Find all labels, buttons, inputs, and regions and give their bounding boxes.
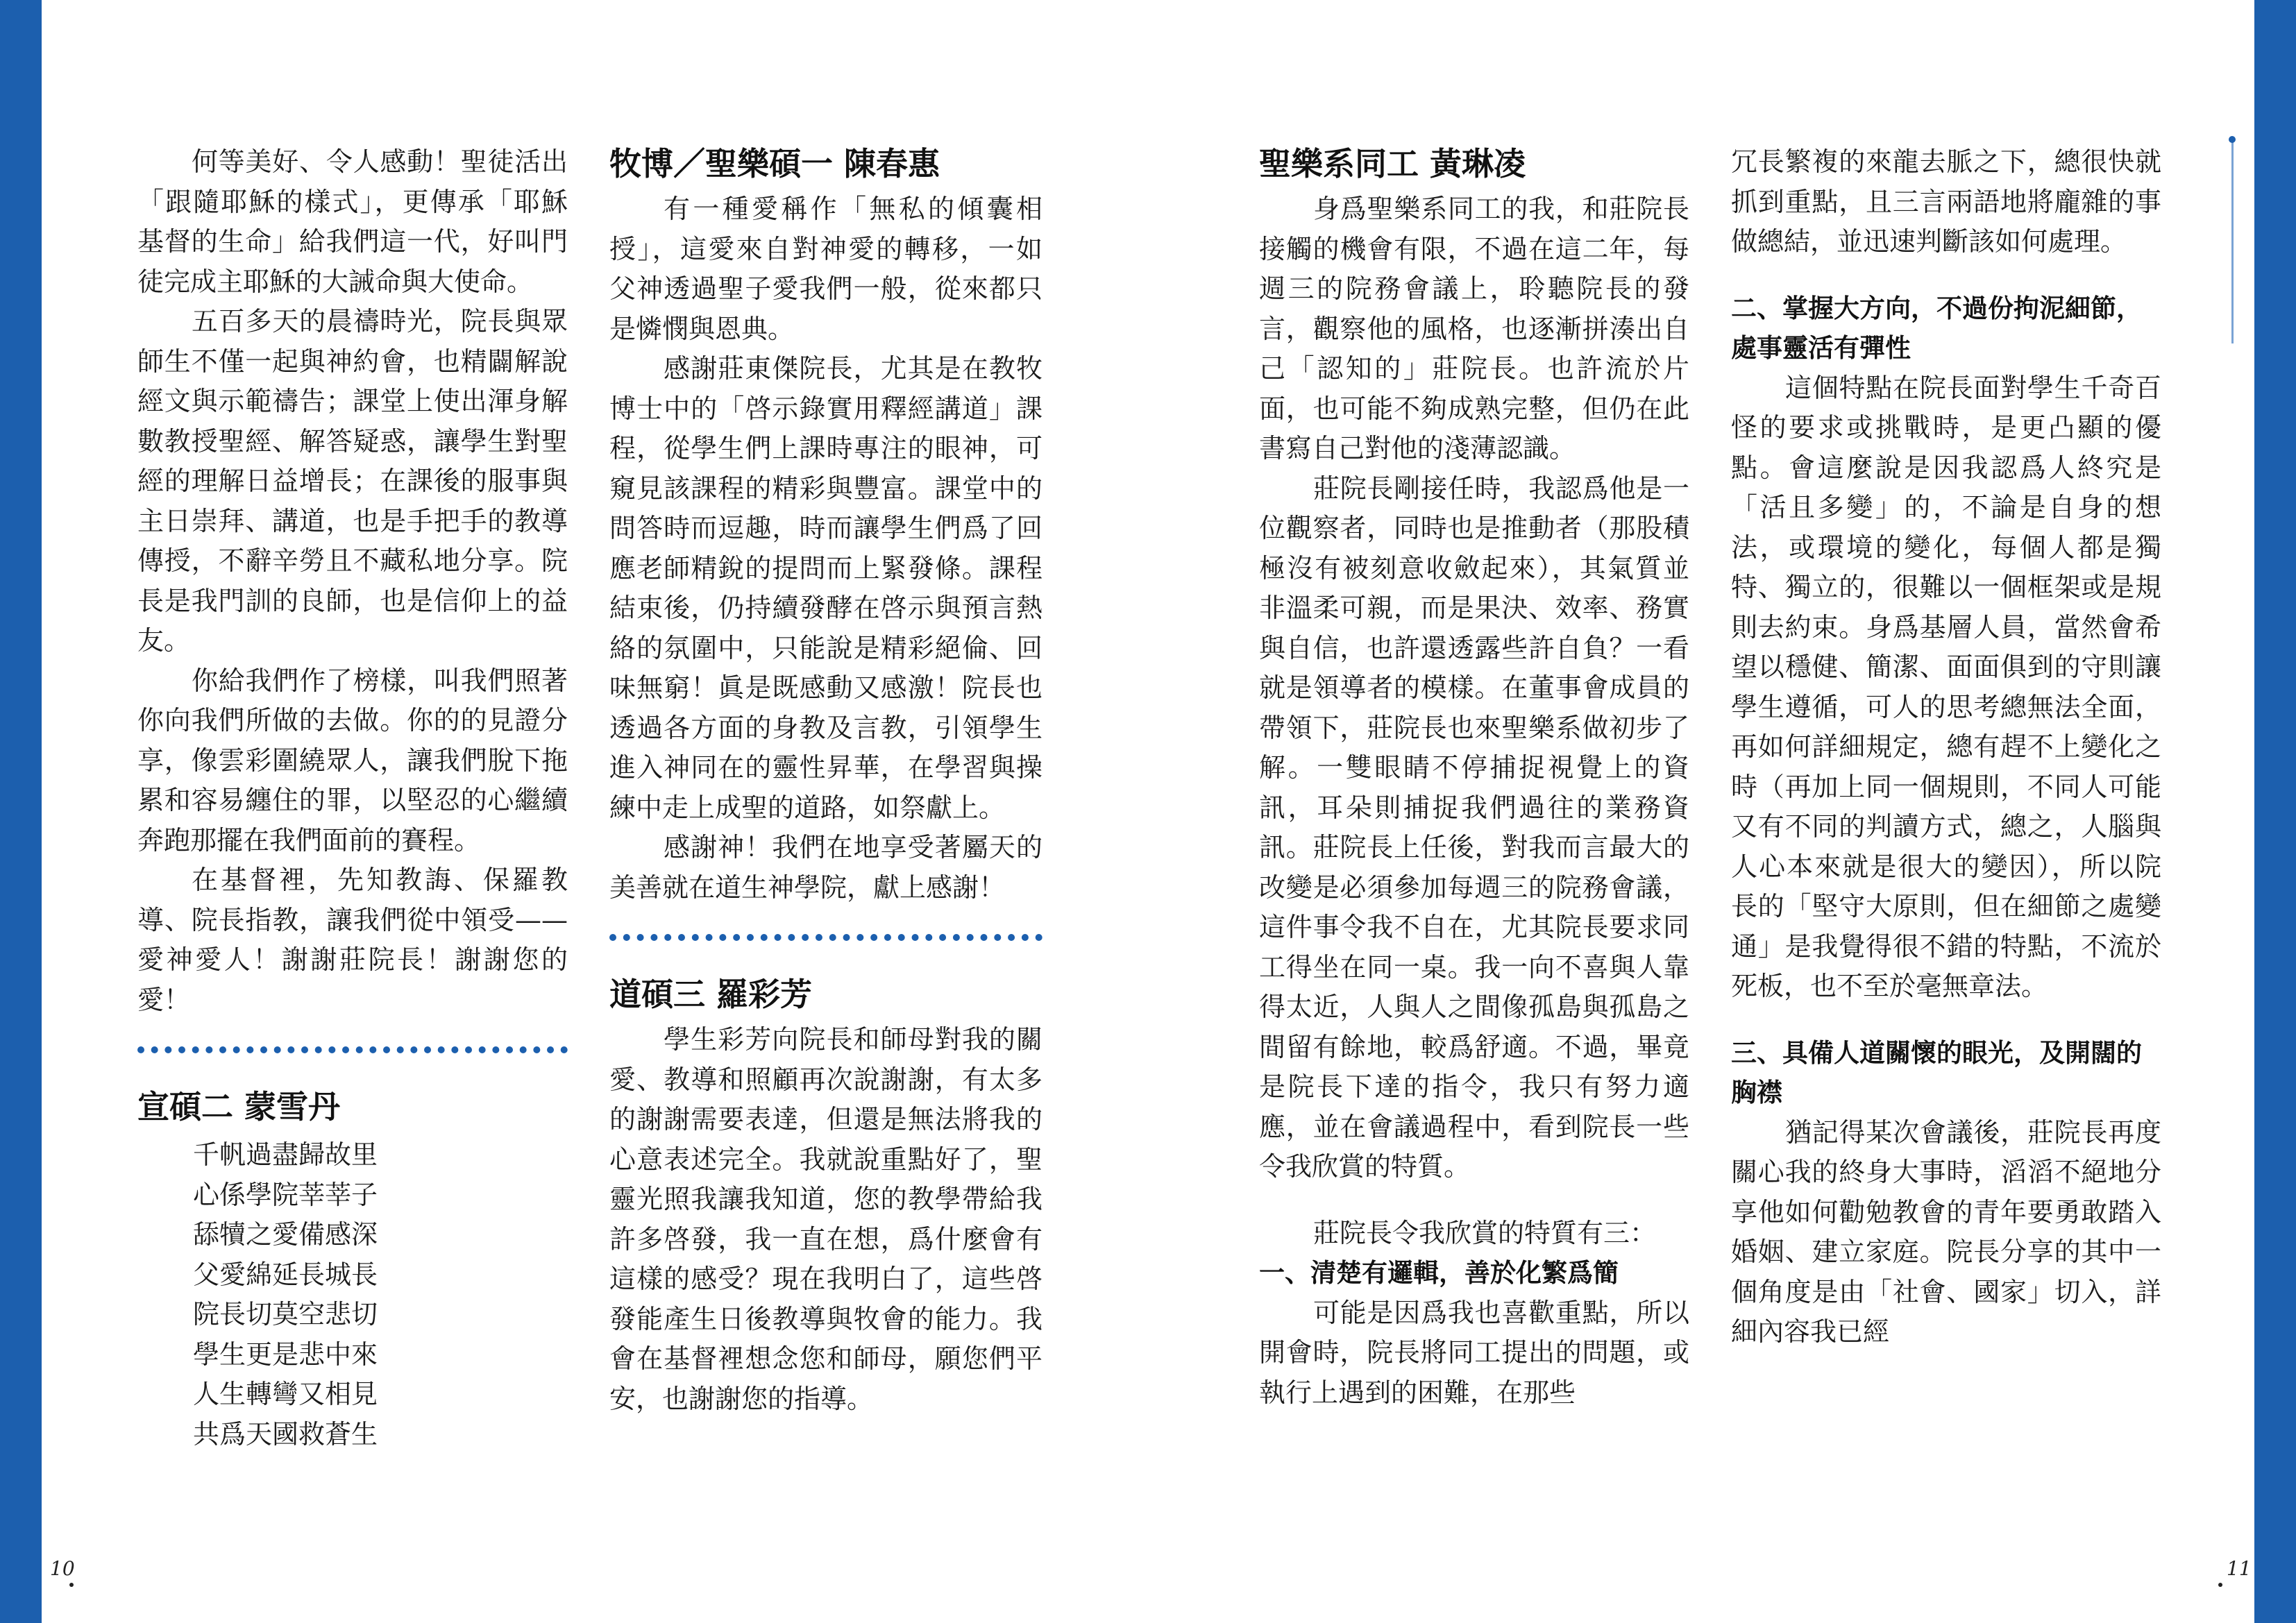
paragraph: 何等美好、令人感動！聖徒活出「跟隨耶穌的樣式」，更傳承「耶穌基督的生命」給我們這一代，好叫門徒完成主耶穌的大誡命與大使命。 xyxy=(137,146,568,297)
section-heading: 宣碩二 蒙雪丹 xyxy=(137,1088,341,1125)
paragraph: 莊院長令我欣賞的特質有三： xyxy=(1313,1217,1657,1248)
subheading: 一、清楚有邏輯，善於化繁爲簡 xyxy=(1259,1258,1619,1288)
paragraph: 猶記得某次會議後，莊院長再度關心我的終身大事時，滔滔不絕地分享他如何勸勉教會的青年要勇敢踏入婚姻、建立家庭。院長分享的其中一個角度是由「社會、國家」切入，詳細內容我已經 xyxy=(1731,1116,2161,1347)
spacer xyxy=(1731,1007,2161,1033)
paragraph: 冗長繁複的來龍去脈之下，總很快就抓到重點，且三言兩語地將龐雜的事做總結，並迅速判斷該如何處理。 xyxy=(1731,146,2161,257)
paragraph: 在基督裡，先知教誨、保羅教導、院長指教，讓我們從中領受——愛神愛人！謝謝莊院長！謝謝您的愛！ xyxy=(137,865,568,1015)
poem-line: 共爲天國救蒼生 xyxy=(193,1418,378,1450)
paragraph: 你給我們作了榜樣，叫我們照著你向我們所做的去做。你的的見證分享，像雲彩圍繞眾人，讓我們脫下拖累和容易纏住的罪，以堅忍的心繼續奔跑那擺在我們面前的賽程。 xyxy=(137,665,568,856)
page-number-dot xyxy=(69,1583,74,1587)
paragraph: 身爲聖樂系同工的我，和莊院長接觸的機會有限，不過在這二年，每週三的院務會議上，聆聽院長的發言，觀察他的風格，也逐漸拼湊出自己「認知的」莊院長。也許流於片面，也可能不夠成熟完整，但仍在此書寫自己對他的淺薄認識。 xyxy=(1259,194,1689,464)
column-1 xyxy=(137,142,568,1454)
left-margin-bar xyxy=(0,0,42,1623)
section-heading: 道碩三 羅彩芳 xyxy=(609,976,813,1013)
poem xyxy=(193,1135,568,1454)
section-divider xyxy=(137,1046,568,1053)
poem-line: 人生轉彎又相見 xyxy=(193,1379,378,1409)
poem-line: 千帆過盡歸故里 xyxy=(193,1139,378,1170)
subheading: 三、具備人道關懷的眼光，及開闊的胸襟 xyxy=(1731,1037,2142,1107)
poem-line: 舔犢之愛備感深 xyxy=(193,1219,378,1250)
poem-line: 學生更是悲中來 xyxy=(193,1339,378,1370)
right-margin-bar xyxy=(2254,0,2296,1623)
page-number-dot xyxy=(2218,1583,2222,1587)
poem-line: 院長切莫空悲切 xyxy=(193,1299,378,1329)
subheading: 二、掌握大方向，不過份拘泥細節，處事靈活有彈性 xyxy=(1731,293,2142,363)
spacer xyxy=(1259,1187,1689,1214)
spacer xyxy=(1731,262,2161,289)
section-heading: 聖樂系同工 黃琳凌 xyxy=(1259,145,1526,182)
section-heading: 牧博／聖樂碩一 陳春惠 xyxy=(609,145,940,182)
margin-rule-dot xyxy=(2229,136,2236,143)
page-number-left: 10 xyxy=(50,1557,75,1580)
paragraph: 感謝莊東傑院長，尤其是在教牧博士中的「啓示錄實用釋經講道」課程，從學生們上課時專注的眼神，可窺見該課程的精彩與豐富。課堂中的問答時而逗趣，時而讓學生們爲了回應老師精銳的提問而上緊發條。課程結束後，仍持續發酵在啓示與預言熱絡的氛圍中，只能說是精彩絕倫、回味無窮！眞是既感動又感激！院長也透過各方面的身教及言教，引領學生進入神同在的靈性昇華，在學習與操練中走上成聖的道路，如祭獻上。 xyxy=(609,353,1043,823)
paragraph: 有一種愛稱作「無私的傾囊相授」，這愛來自對神愛的轉移，一如父神透過聖子愛我們一般，從來都只是憐憫與恩典。 xyxy=(609,194,1043,344)
poem-line: 心係學院莘莘子 xyxy=(193,1179,378,1210)
paragraph: 莊院長剛接任時，我認爲他是一位觀察者，同時也是推動者（那股積極沒有被刻意收斂起來），其氣質並非溫柔可親，而是果決、效率、務實與自信，也許還透露些許自負？一看就是領導者的模樣。在董事會成員的帶領下，莊院長也來聖樂系做初步了解。一雙眼睛不停捕捉視覺上的資訊，耳朵則捕捉我們過往的業務資訊。莊院長上任後，對我而言最大的改變是必須參加每週三的院務會議，這件事令我不自在，尤其院長要求同工得坐在同一桌。我一向不喜與人靠得太近，人與人之間像孤島與孤島之間留有餘地，較爲舒適。不過，畢竟是院長下達的指令，我只有努力適應，並在會議過程中，看到院長一些令我欣賞的特質。 xyxy=(1259,473,1689,1182)
paragraph: 感謝神！我們在地享受著屬天的美善就在道生神學院，獻上感謝！ xyxy=(609,832,1043,903)
column-3 xyxy=(1259,142,1689,1413)
paragraph: 五百多天的晨禱時光，院長與眾師生不僅一起與神約會，也精闢解說經文與示範禱告；課堂上使出渾身解數教授聖經、解答疑惑，讓學生對聖經的理解日益增長；在課後的服事與主日崇拜、講道，也是手把手的教導傳授，不辭辛勞且不藏私地分享。院長是我門訓的良師，也是信仰上的益友。 xyxy=(137,306,568,656)
poem-line: 父愛綿延長城長 xyxy=(193,1259,378,1290)
paragraph: 可能是因爲我也喜歡重點，所以開會時，院長將同工提出的問題，或執行上遇到的困難，在那些 xyxy=(1259,1297,1689,1408)
section-divider xyxy=(609,934,1043,941)
column-2 xyxy=(609,142,1043,1419)
column-4 xyxy=(1731,142,2161,1352)
page-number-right: 11 xyxy=(2227,1557,2252,1580)
paragraph: 學生彩芳向院長和師母對我的關愛、教導和照顧再次說謝謝，有太多的謝謝需要表達，但還是無法將我的心意表述完全。我就說重點好了，聖靈光照我讓我知道，您的教學帶給我許多啓發，我一直在想，爲什麼會有這樣的感受？現在我明白了，這些啓發能產生日後教導與牧會的能力。我會在基督裡想念您和師母，願您們平安，也謝謝您的指導。 xyxy=(609,1024,1043,1414)
paragraph: 這個特點在院長面對學生千奇百怪的要求或挑戰時，是更凸顯的優點。會這麼說是因我認爲人終究是「活且多變」的，不論是自身的想法，或環境的變化，每個人都是獨特、獨立的，很難以一個框架或是規則去約束。身爲基層人員，當然會希望以穩健、簡潔、面面俱到的守則讓學生遵循，可人的思考總無法全面，再如何詳細規定，總有趕不上變化之時（再加上同一個規則，不同人可能又有不同的判讀方式，總之，人腦與人心本來就是很大的變因），所以院長的「堅守大原則，但在細節之處變通」是我覺得很不錯的特點，不流於死板，也不至於毫無章法。 xyxy=(1731,372,2161,1001)
margin-rule xyxy=(2231,139,2234,343)
